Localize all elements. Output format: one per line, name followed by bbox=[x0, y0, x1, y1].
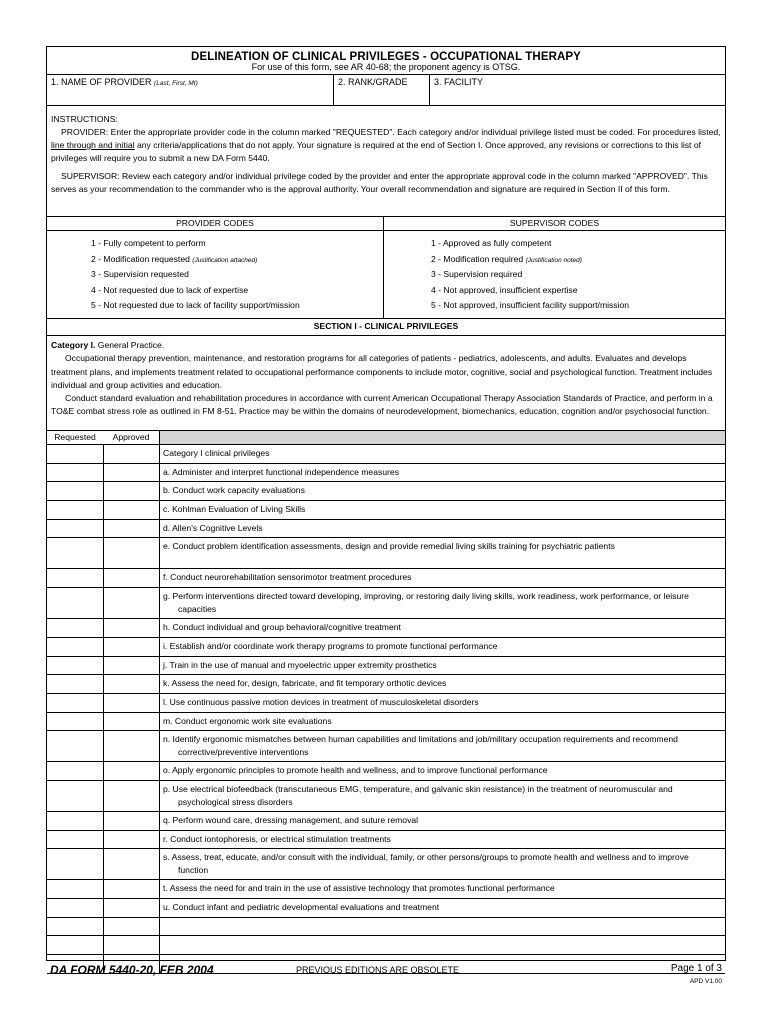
table-row bbox=[47, 899, 725, 918]
requested-cell[interactable] bbox=[47, 482, 104, 500]
requested-cell[interactable] bbox=[47, 588, 104, 618]
approved-cell[interactable] bbox=[103, 569, 160, 587]
requested-cell[interactable] bbox=[47, 918, 104, 936]
requested-cell[interactable] bbox=[47, 464, 104, 482]
supervisor-code-2: 2 - Modification required (Justification noted) bbox=[431, 253, 582, 264]
privilege-description bbox=[159, 936, 725, 938]
category-description bbox=[47, 335, 725, 431]
table-row bbox=[47, 619, 725, 638]
table-row bbox=[47, 694, 725, 713]
table-row bbox=[47, 501, 725, 520]
privilege-description: g. Perform interventions directed toward developing, improving, or restoring daily living skills, work readiness, work performance, or leisure capacities bbox=[163, 591, 689, 615]
requested-cell[interactable] bbox=[47, 638, 104, 656]
table-row bbox=[47, 569, 725, 588]
form-frame bbox=[46, 46, 726, 961]
provider-code-2: 2 - Modification requested (Justification attached) bbox=[91, 253, 258, 264]
supervisor-code-4: 4 - Not approved, insufficient expertise bbox=[431, 284, 578, 295]
requested-cell[interactable] bbox=[47, 657, 104, 675]
requested-cell[interactable] bbox=[47, 713, 104, 731]
table-row bbox=[47, 638, 725, 657]
codes-block bbox=[47, 217, 725, 319]
privilege-description: s. Assess, treat, educate, and/or consult with the individual, family, or other persons/groups to promote health and wellness and to improve function bbox=[163, 852, 689, 876]
approved-cell[interactable] bbox=[103, 464, 160, 482]
privilege-description: u. Conduct infant and pediatric developmental evaluations and treatment bbox=[163, 902, 440, 912]
approved-cell[interactable] bbox=[103, 694, 160, 712]
requested-cell[interactable] bbox=[47, 619, 104, 637]
category-para-2: Conduct standard evaluation and rehabilitation procedures in accordance with current American Occupational Therapy Association Standards of Practice, and perform in a TO&E combat stress role as outlined in FM 8-51. Practice may be within the domains of neurodevelopment, biomechanics, education, cognition and/or psychosocial function. bbox=[51, 393, 713, 417]
privilege-description: p. Use electrical biofeedback (transcutaneous EMG, temperature, and galvanic skin resistance) in the treatment of neuromuscular and psychological stress disorders bbox=[163, 783, 673, 807]
requested-cell[interactable] bbox=[47, 538, 104, 568]
supervisor-codes bbox=[383, 217, 725, 318]
apd-version: APD V1.00 bbox=[689, 978, 722, 985]
requested-cell[interactable] bbox=[47, 831, 104, 849]
requested-cell[interactable] bbox=[47, 899, 104, 917]
category-para-1: Occupational therapy prevention, maintenance, and restoration programs for all categories of patients - pediatrics, adolescents, and adults. Evaluates and develops treatment plans, and implements treatment related to occupational performance components to include motor, cognitive, social and psychological function. Treatment includes individual and group activities and education. bbox=[51, 353, 713, 390]
facility-label: 3. FACILITY bbox=[434, 77, 484, 87]
table-row bbox=[47, 713, 725, 732]
rank-grade-field[interactable] bbox=[333, 75, 429, 105]
table-row bbox=[47, 812, 725, 831]
instructions-block bbox=[47, 104, 725, 217]
approved-cell[interactable] bbox=[103, 849, 160, 879]
privileges-table bbox=[47, 431, 725, 974]
table-row bbox=[47, 657, 725, 676]
requested-cell[interactable] bbox=[47, 694, 104, 712]
provider-code-3: 3 - Supervision requested bbox=[91, 269, 189, 279]
table-header-row bbox=[47, 431, 725, 445]
table-row bbox=[47, 482, 725, 501]
supervisor-codes-heading: SUPERVISOR CODES bbox=[384, 217, 725, 231]
table-row bbox=[47, 849, 725, 880]
provider-code-4: 4 - Not requested due to lack of expertise bbox=[91, 284, 249, 295]
approved-column-header: Approved bbox=[103, 431, 160, 444]
approved-cell[interactable] bbox=[103, 880, 160, 898]
privilege-description: l. Use continuous passive motion devices in treatment of musculoskeletal disorders bbox=[163, 696, 479, 707]
privilege-description bbox=[159, 955, 725, 957]
approved-cell[interactable] bbox=[103, 657, 160, 675]
form-subtitle: For use of this form, see AR 40-68; the proponent agency is OTSG. bbox=[251, 62, 521, 72]
provider-instructions: PROVIDER: Enter the appropriate provider code in the column marked "REQUESTED". Each category and/or individual privilege listed must be coded. For procedures listed, line through and initial any criteria/applications that do not apply. Your signature is required at the end of Section I. Once approved, any revisions or corrections to this list of privileges will require you to submit a new DA Form 5440. bbox=[51, 127, 721, 163]
privilege-description: n. Identify ergonomic mismatches between human capabilities and limitations and job/military occupation requirements and recommend corrective/preventive interventions bbox=[163, 734, 678, 758]
approved-cell[interactable] bbox=[103, 675, 160, 693]
approved-cell[interactable] bbox=[103, 520, 160, 538]
requested-cell[interactable] bbox=[47, 445, 104, 463]
privilege-description bbox=[159, 918, 725, 920]
table-row bbox=[47, 588, 725, 619]
table-row bbox=[47, 762, 725, 781]
requested-cell[interactable] bbox=[47, 880, 104, 898]
provider-code-1: 1 - Fully competent to perform bbox=[91, 238, 206, 248]
category-name: General Practice. bbox=[95, 340, 165, 350]
provider-code-5: 5 - Not requested due to lack of facility support/mission bbox=[91, 300, 300, 310]
approved-cell[interactable] bbox=[103, 831, 160, 849]
approved-cell[interactable] bbox=[103, 445, 160, 463]
privilege-description: r. Conduct iontophoresis, or electrical stimulation treatments bbox=[163, 833, 391, 844]
supervisor-code-1: 1 - Approved as fully competent bbox=[431, 238, 552, 248]
approved-cell[interactable] bbox=[103, 936, 160, 954]
approved-cell[interactable] bbox=[103, 501, 160, 519]
approved-cell[interactable] bbox=[103, 619, 160, 637]
provider-codes-heading: PROVIDER CODES bbox=[47, 217, 383, 231]
form-title: DELINEATION OF CLINICAL PRIVILEGES - OCCUPATIONAL THERAPY bbox=[191, 51, 581, 63]
requested-cell[interactable] bbox=[47, 849, 104, 879]
privilege-description: j. Train in the use of manual and myoelectric upper extremity prosthetics bbox=[163, 659, 437, 670]
provider-header-row bbox=[47, 74, 725, 106]
approved-cell[interactable] bbox=[103, 762, 160, 780]
table-row bbox=[47, 538, 725, 569]
form-number: DA FORM 5440-20, FEB 2004 bbox=[50, 963, 214, 977]
provider-name-label: 1. NAME OF PROVIDER bbox=[51, 77, 152, 87]
rank-grade-label: 2. RANK/GRADE bbox=[338, 77, 408, 87]
privilege-description: h. Conduct individual and group behavioral/cognitive treatment bbox=[163, 622, 401, 633]
privilege-description: m. Conduct ergonomic work site evaluations bbox=[163, 715, 332, 726]
table-row bbox=[47, 731, 725, 762]
supervisor-instructions: SUPERVISOR: Review each category and/or individual privilege coded by the provider and enter the appropriate approval code in the column marked "APPROVED". This serves as your recommendation to the commander who is the approval authority. Your overall recommendation and signature are required in Section II of this form. bbox=[51, 171, 708, 194]
privilege-description: a. Administer and interpret functional independence measures bbox=[163, 466, 399, 477]
approved-cell[interactable] bbox=[103, 781, 160, 811]
approved-cell[interactable] bbox=[103, 731, 160, 761]
approved-cell[interactable] bbox=[103, 538, 160, 568]
provider-codes bbox=[47, 217, 383, 318]
provider-name-hint: (Last, First, MI) bbox=[154, 80, 198, 87]
section-title: SECTION I - CLINICAL PRIVILEGES bbox=[47, 318, 725, 336]
privilege-description: e. Conduct problem identification assessments, design and provide remedial living skills training for psychiatric patients bbox=[163, 541, 615, 552]
table-row bbox=[47, 445, 725, 464]
privilege-description: Category I clinical privileges bbox=[163, 448, 270, 458]
privilege-description: c. Kohlman Evaluation of Living Skills bbox=[163, 504, 306, 515]
supervisor-code-3: 3 - Supervision required bbox=[431, 269, 523, 279]
table-row bbox=[47, 880, 725, 899]
form-footer bbox=[46, 961, 726, 991]
privilege-description: o. Apply ergonomic principles to promote health and wellness, and to improve functional performance bbox=[163, 765, 548, 776]
privilege-description: b. Conduct work capacity evaluations bbox=[163, 485, 305, 496]
obsolete-notice: PREVIOUS EDITIONS ARE OBSOLETE bbox=[296, 965, 460, 975]
approved-cell[interactable] bbox=[103, 482, 160, 500]
approved-cell[interactable] bbox=[103, 713, 160, 731]
table-row bbox=[47, 464, 725, 483]
table-row bbox=[47, 675, 725, 694]
provider-name-field[interactable] bbox=[47, 75, 333, 105]
privilege-description: i. Establish and/or coordinate work therapy programs to promote functional performance bbox=[163, 640, 498, 651]
requested-column-header: Requested bbox=[47, 431, 104, 444]
privilege-description: d. Allen's Cognitive Levels bbox=[163, 522, 263, 533]
approved-cell[interactable] bbox=[103, 638, 160, 656]
approved-cell[interactable] bbox=[103, 812, 160, 830]
requested-cell[interactable] bbox=[47, 569, 104, 587]
requested-cell[interactable] bbox=[47, 501, 104, 519]
privilege-description: t. Assess the need for and train in the use of assistive technology that promotes functional performance bbox=[163, 883, 555, 894]
approved-cell[interactable] bbox=[103, 899, 160, 917]
requested-cell[interactable] bbox=[47, 781, 104, 811]
table-row bbox=[47, 520, 725, 539]
requested-cell[interactable] bbox=[47, 675, 104, 693]
requested-cell[interactable] bbox=[47, 520, 104, 538]
requested-cell[interactable] bbox=[47, 731, 104, 761]
facility-field[interactable] bbox=[429, 75, 725, 105]
approved-cell[interactable] bbox=[103, 918, 160, 936]
instructions-heading: INSTRUCTIONS: bbox=[51, 114, 118, 124]
requested-cell[interactable] bbox=[47, 762, 104, 780]
approved-cell[interactable] bbox=[103, 588, 160, 618]
supervisor-code-5: 5 - Not approved, insufficient facility support/mission bbox=[431, 300, 630, 310]
page-number: Page 1 of 3 bbox=[670, 963, 722, 974]
requested-cell[interactable] bbox=[47, 812, 104, 830]
table-row bbox=[47, 781, 725, 812]
table-row bbox=[47, 831, 725, 850]
privilege-description: k. Assess the need for, design, fabricate, and fit temporary orthotic devices bbox=[163, 678, 447, 689]
requested-cell[interactable] bbox=[47, 936, 104, 954]
table-row bbox=[47, 936, 725, 955]
privilege-description: q. Perform wound care, dressing management, and suture removal bbox=[163, 814, 419, 825]
category-label: Category I. bbox=[51, 340, 96, 350]
table-row bbox=[47, 918, 725, 937]
privilege-description: f. Conduct neurorehabilitation sensorimotor treatment procedures bbox=[163, 572, 412, 583]
